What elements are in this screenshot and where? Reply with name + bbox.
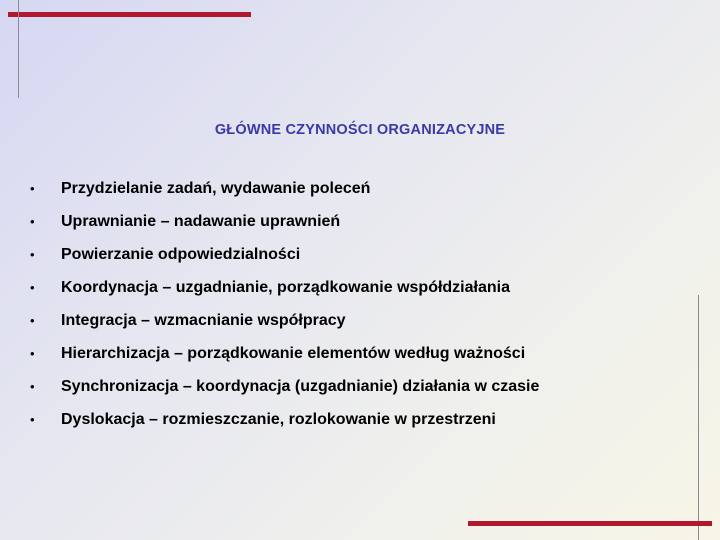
decorative-line-top	[18, 0, 19, 98]
list-item	[30, 403, 539, 436]
slide-title: GŁÓWNE CZYNNOŚCI ORGANIZACYJNE	[214, 122, 506, 138]
decorative-line-bottom	[698, 295, 699, 540]
bullet-icon: •	[30, 247, 35, 262]
decorative-bar-bottom	[468, 521, 712, 526]
list-item-text: Synchronizacja – koordynacja (uzgadnianie) działania w czasie	[61, 377, 540, 395]
bullet-icon: •	[30, 214, 35, 229]
bullet-list	[30, 172, 539, 436]
list-item	[30, 271, 539, 304]
list-item-text: Przydzielanie zadań, wydawanie poleceń	[61, 179, 371, 197]
list-item	[30, 304, 539, 337]
list-item-text: Dyslokacja – rozmieszczanie, rozlokowanie w przestrzeni	[61, 410, 496, 428]
list-item-text: Hierarchizacja – porządkowanie elementów według ważności	[61, 344, 526, 362]
list-item-text: Powierzanie odpowiedzialności	[61, 245, 301, 263]
list-item	[30, 205, 539, 238]
list-item-text: Uprawnianie – nadawanie uprawnień	[61, 212, 341, 230]
list-item	[30, 337, 539, 370]
list-item	[30, 370, 539, 403]
bullet-icon: •	[30, 346, 35, 361]
list-item	[30, 238, 539, 271]
bullet-icon: •	[30, 280, 35, 295]
decorative-bar-top	[8, 12, 251, 17]
list-item	[30, 172, 539, 205]
list-item-text: Integracja – wzmacnianie współpracy	[61, 311, 346, 329]
bullet-icon: •	[30, 181, 35, 196]
bullet-icon: •	[30, 313, 35, 328]
bullet-icon: •	[30, 412, 35, 427]
bullet-icon: •	[30, 379, 35, 394]
list-item-text: Koordynacja – uzgadnianie, porządkowanie współdziałania	[61, 278, 510, 296]
